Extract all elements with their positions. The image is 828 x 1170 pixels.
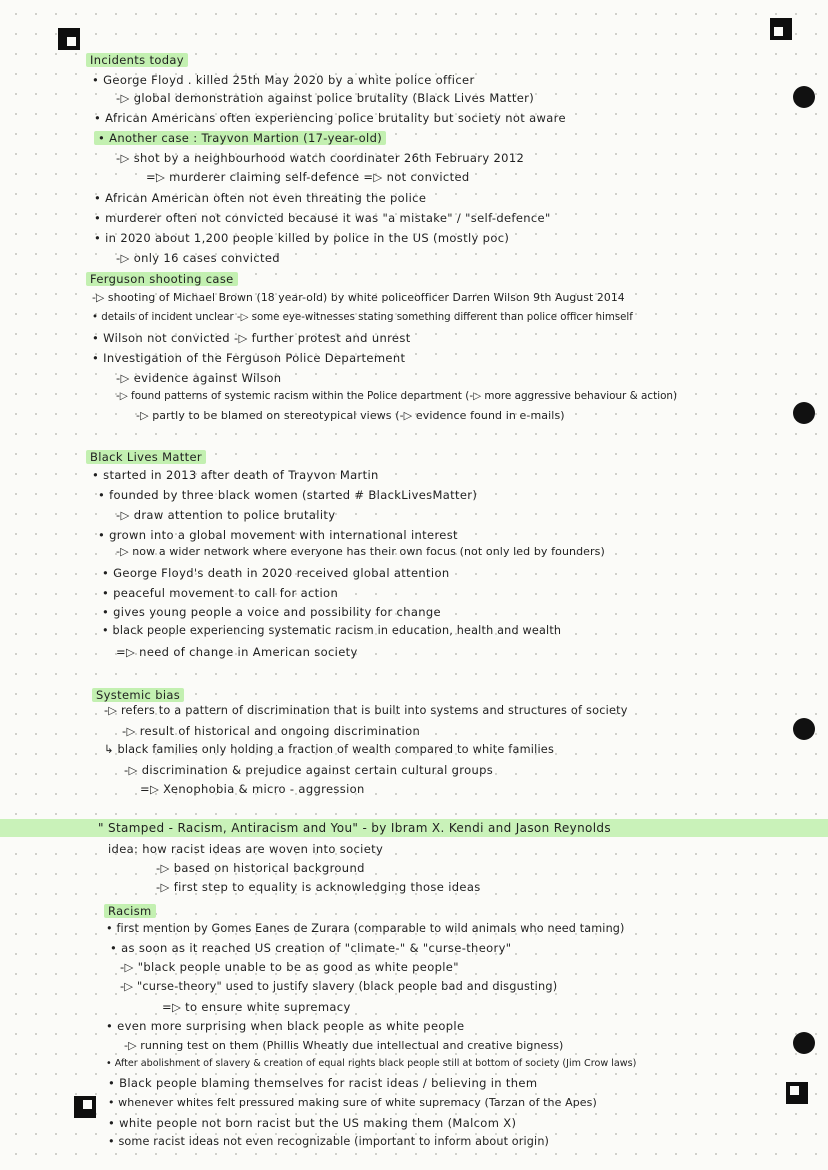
note-line: -▷ only 16 cases convicted <box>116 251 280 265</box>
note-line: • in 2020 about 1,200 people killed by police in the US (mostly poc) <box>94 231 510 245</box>
note-line: • first mention by Gomes Eanes de Zurara (comparable to wild animals who need taming) <box>106 922 625 935</box>
corner-marker-top-left <box>58 28 80 50</box>
note-line: • African American often not even threating the police <box>94 191 427 205</box>
note-line: • started in 2013 after death of Trayvon Martin <box>92 468 379 482</box>
note-line: • founded by three black women (started # BlackLivesMatter) <box>98 488 478 502</box>
binder-hole <box>793 86 815 108</box>
binder-hole <box>793 718 815 740</box>
note-line: -▷ "curse-theory" used to justify slavery (black people bad and disgusting) <box>120 980 558 993</box>
note-line: • murderer often not convicted because it was "a mistake" / "self-defence" <box>94 211 551 225</box>
note-line: =▷ to ensure white supremacy <box>162 1000 351 1014</box>
note-line: • Investigation of the Ferguson Police Departement <box>92 351 406 365</box>
note-line-highlighted: • Another case : Trayvon Martion (17-year-old) <box>94 131 386 145</box>
note-line: • black people experiencing systematic racism in education, health and wealth <box>102 624 562 637</box>
binder-hole <box>793 402 815 424</box>
note-line: • George Floyd . killed 25th May 2020 by a white police officer <box>92 73 475 87</box>
note-line: =▷ need of change in American society <box>116 645 358 659</box>
section-heading-ferguson: Ferguson shooting case <box>86 272 238 286</box>
note-line: -▷ result of historical and ongoing discrimination <box>122 724 421 738</box>
corner-marker-bottom-left <box>74 1096 96 1118</box>
note-line: • white people not born racist but the US making them (Malcom X) <box>108 1116 517 1130</box>
note-line: -▷ based on historical background <box>156 861 365 875</box>
note-line: -▷ partly to be blamed on stereotypical views (-▷ evidence found in e-mails) <box>136 409 565 422</box>
book-title: " Stamped - Racism, Antiracism and You" - by Ibram X. Kendi and Jason Reynolds <box>98 821 611 835</box>
note-line: -▷ discrimination & prejudice against certain cultural groups <box>124 763 494 777</box>
section-heading-systemic-bias: Systemic bias <box>92 688 184 702</box>
note-line: idea: how racist ideas are woven into society <box>108 842 384 856</box>
note-line: -▷ now a wider network where everyone has their own focus (not only led by founders) <box>116 545 605 558</box>
note-line: • peaceful movement to call for action <box>102 586 339 600</box>
note-line: =▷ murderer claiming self-defence =▷ not convicted <box>146 170 470 184</box>
note-line: • grown into a global movement with international interest <box>98 528 458 542</box>
note-line: • some racist ideas not even recognizable (important to inform about origin) <box>108 1135 550 1148</box>
note-line: • Black people blaming themselves for racist ideas / believing in them <box>108 1076 538 1090</box>
corner-marker-bottom-right <box>786 1082 808 1104</box>
note-line: -▷ refers to a pattern of discrimination that is built into systems and structures of society <box>104 704 628 717</box>
binder-hole <box>793 1032 815 1054</box>
note-line: • details of incident unclear -▷ some eye-witnesses stating something different than police officer himself <box>92 312 633 323</box>
note-line: -▷ evidence against Wilson <box>116 371 282 385</box>
note-line: ↳ black families only holding a fraction of wealth compared to white families <box>104 743 555 756</box>
section-heading-blm: Black Lives Matter <box>86 450 206 464</box>
corner-marker-top-right <box>770 18 792 40</box>
note-line: -▷ shot by a neighbourhood watch coordinater 26th February 2012 <box>116 151 525 165</box>
note-line: -▷ first step to equality is acknowledging those ideas <box>156 880 481 894</box>
note-line: • gives young people a voice and possibility for change <box>102 605 441 619</box>
note-line: -▷ global demonstration against police brutality (Black Lives Matter) <box>116 91 535 105</box>
note-line: • African Americans often experiencing police brutality but society not aware <box>94 111 566 125</box>
note-line: -▷ "black people unable to be as good as white people" <box>120 960 459 974</box>
note-line: • Wilson not convicted -▷ further protest and unrest <box>92 331 411 345</box>
note-line: • whenever whites felt pressured making sure of white supremacy (Tarzan of the Apes) <box>108 1096 597 1109</box>
section-heading-incidents: Incidents today <box>86 53 188 67</box>
note-line: -▷ found patterns of systemic racism within the Police department (-▷ more aggressive behaviour & action) <box>116 390 678 402</box>
note-line: -▷ shooting of Michael Brown (18 year-old) by white policeofficer Darren Wilson 9th August 2014 <box>92 291 625 304</box>
note-line: -▷ running test on them (Phillis Wheatly due intellectual and creative bigness) <box>124 1039 564 1052</box>
note-line: =▷ Xenophobia & micro - aggression <box>140 782 365 796</box>
note-line: • even more surprising when black people as white people <box>106 1019 465 1033</box>
note-line: • as soon as it reached US creation of "climate-" & "curse-theory" <box>110 941 512 955</box>
note-line: -▷ draw attention to police brutality <box>116 508 336 522</box>
section-heading-racism: Racism <box>104 904 156 918</box>
note-line: • George Floyd's death in 2020 received global attention <box>102 566 450 580</box>
note-line: • After abolishment of slavery & creation of equal rights black people still at bottom of society (Jim Crow laws) <box>106 1058 637 1069</box>
